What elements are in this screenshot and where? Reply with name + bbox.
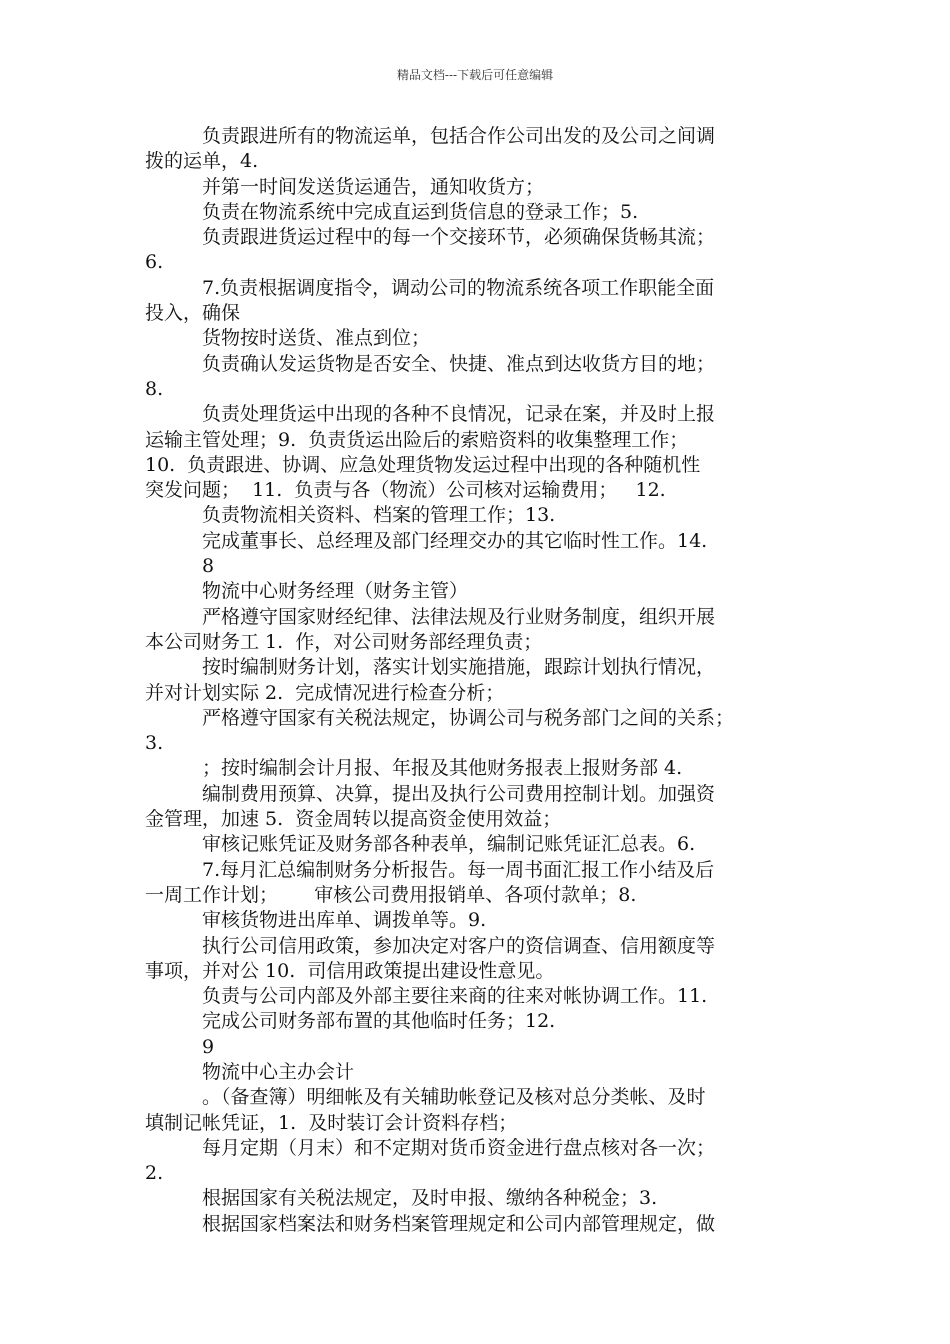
text-line: 负责在物流系统中完成直运到货信息的登录工作；5. — [202, 200, 639, 223]
text-line: 货物按时送货、准点到位； — [202, 327, 431, 350]
text-line: 8. — [145, 377, 164, 400]
text-line: 并第一时间发送货运通告，通知收货方； — [202, 175, 545, 198]
text-line: 9 — [202, 1035, 215, 1058]
text-line: 完成公司财务部布置的其他临时任务；12. — [202, 1010, 556, 1033]
text-line: 10. 负责跟进、协调、应急处理货物发运过程中出现的各种随机性 — [145, 453, 701, 476]
text-line: 事项，并对公 10. 司信用政策提出建设性意见。 — [145, 959, 555, 982]
text-line: 投入，确保 — [145, 302, 241, 325]
page-header: 精品文档---下载后可任意编辑 — [396, 68, 554, 82]
text-line: 负责跟进所有的物流运单，包括合作公司出发的及公司之间调 — [202, 125, 716, 147]
text-line: 负责确认发运货物是否安全、快捷、准点到达收货方目的地； — [202, 352, 716, 375]
text-line: 金管理，加速 5. 资金周转以提高资金使用效益； — [145, 808, 562, 831]
text-line: 编制费用预算、决算，提出及执行公司费用控制计划。加强资 — [202, 782, 716, 805]
text-line: 7.负责根据调度指令，调动公司的物流系统各项工作职能全面 — [202, 276, 715, 299]
text-line: 每月定期（月末）和不定期对货币资金进行盘点核对各一次； — [202, 1136, 716, 1159]
text-line: 执行公司信用政策，参加决定对客户的资信调查、信用额度等 — [202, 934, 716, 957]
text-line: 负责物流相关资料、档案的管理工作；13. — [202, 504, 556, 527]
document-body — [145, 124, 815, 1237]
text-line: 。（备查簿）明细帐及有关辅助帐登记及核对总分类帐、及时 — [202, 1086, 706, 1109]
text-line: 审核记账凭证及财务部各种表单，编制记账凭证汇总表。6. — [202, 833, 696, 856]
text-line: 完成董事长、总经理及部门经理交办的其它临时性工作。14. — [202, 529, 708, 552]
text-line: 并对计划实际 2. 完成情况进行检查分析； — [145, 681, 505, 704]
text-line: 负责跟进货运过程中的每一个交接环节，必须确保货畅其流； — [202, 226, 716, 249]
text-line: 7.每月汇总编制财务分析报告。每一周书面汇报工作小结及后 — [202, 858, 715, 881]
text-line: 本公司财务工 1. 作，对公司财务部经理负责； — [145, 630, 543, 653]
text-line: 填制记帐凭证，1. 及时装订会计资料存档； — [145, 1111, 518, 1134]
text-line: 物流中心财务经理（财务主管） — [202, 580, 469, 603]
text-line: ；按时编制会计月报、年报及其他财务报表上报财务部 4. — [202, 757, 683, 780]
text-line: 3. — [145, 732, 164, 755]
text-line: 严格遵守国家财经纪律、法律法规及行业财务制度，组织开展 — [202, 605, 716, 628]
text-line: 审核货物进出库单、调拨单等。9. — [202, 909, 487, 932]
text-line: 8 — [202, 555, 215, 578]
text-line: 一周工作计划； 审核公司费用报销单、各项付款单；8. — [145, 883, 637, 906]
text-line: 根据国家档案法和财务档案管理规定和公司内部管理规定，做 — [202, 1212, 716, 1235]
text-line: 严格遵守国家有关税法规定，协调公司与税务部门之间的关系； — [202, 706, 735, 729]
text-line: 负责与公司内部及外部主要往来商的往来对帐协调工作。11. — [202, 985, 708, 1008]
text-line: 2. — [145, 1162, 164, 1185]
text-line: 根据国家有关税法规定，及时申报、缴纳各种税金；3. — [202, 1187, 658, 1210]
text-line: 按时编制财务计划，落实计划实施措施，跟踪计划执行情况， — [202, 656, 716, 679]
text-line: 突发问题； 11. 负责与各（物流）公司核对运输费用； 12. — [145, 479, 666, 502]
text-line: 物流中心主办会计 — [202, 1060, 355, 1083]
text-line: 负责处理货运中出现的各种不良情况，记录在案，并及时上报 — [202, 403, 716, 426]
text-line: 运输主管处理；9. 负责货运出险后的索赔资料的收集整理工作； — [145, 428, 689, 451]
text-line: 6. — [145, 251, 164, 274]
text-line: 拨的运单，4. — [145, 150, 259, 173]
